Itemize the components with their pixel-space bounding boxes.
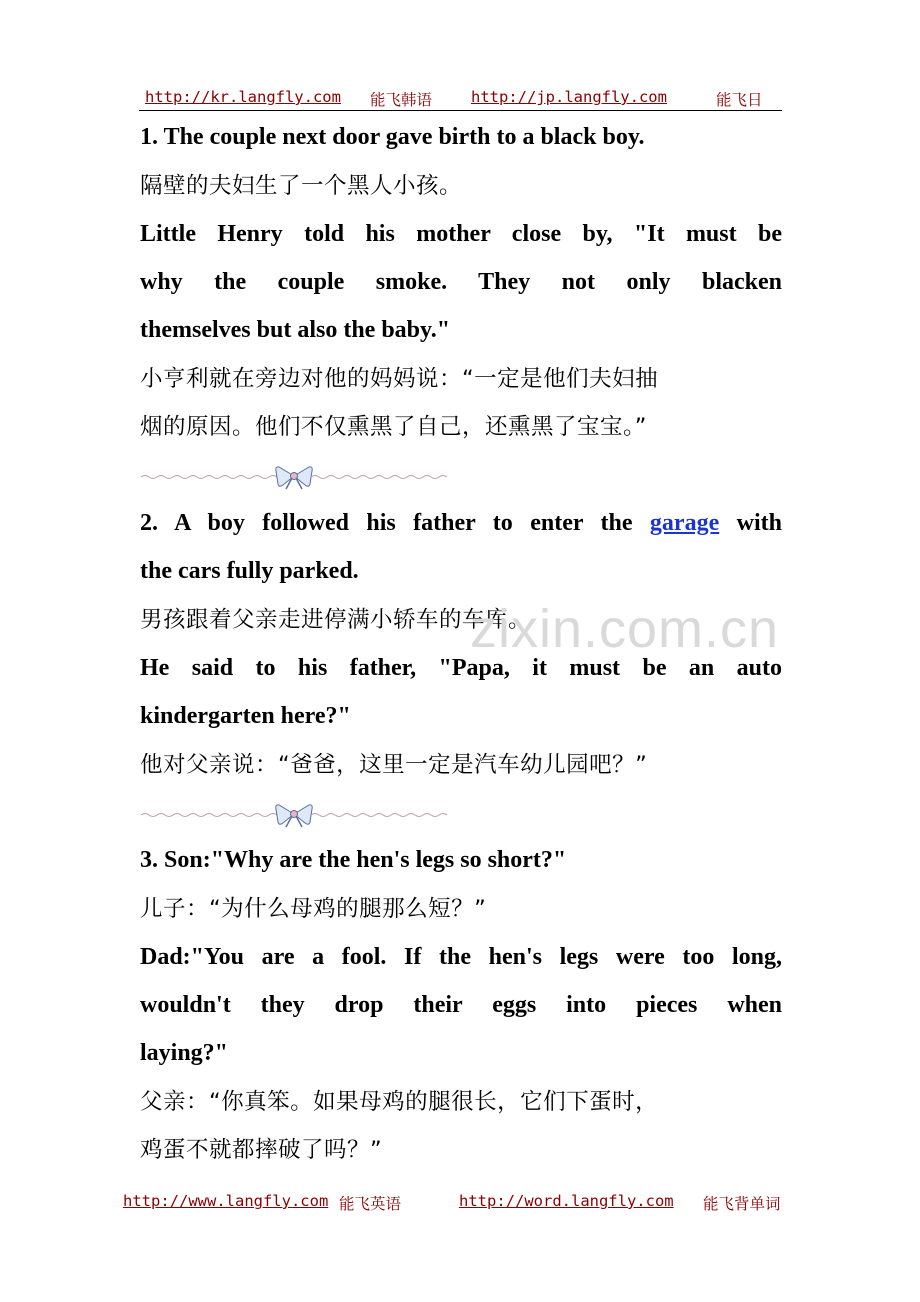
joke2-english-line1	[140, 508, 782, 538]
joke2-english-line1-end: with	[719, 510, 782, 536]
joke3-chinese-line1: 儿子：“为什么母鸡的腿那么短？”	[140, 896, 487, 922]
footer-label-english: 能飞英语	[339, 1195, 402, 1213]
joke1-english-line4: themselves but also the baby."	[140, 317, 451, 343]
joke1-chinese-line3: 烟的原因。他们不仅熏黑了自己，还熏黑了宝宝。”	[140, 414, 647, 440]
joke2-english-line1-text: 2. A boy followed his father to enter the	[140, 510, 650, 536]
dotted-line-left	[141, 476, 277, 479]
garage-link[interactable]: garage	[649, 510, 720, 536]
bow-ribbon-divider	[139, 462, 449, 490]
joke3-english-line3: wouldn't they drop their eggs into pieces when	[140, 992, 782, 1018]
joke3-chinese-line3: 鸡蛋不就都摔破了吗？”	[140, 1137, 383, 1163]
header-link-jp[interactable]: http://jp.langfly.com	[471, 88, 667, 106]
bow-ribbon-icon	[276, 467, 312, 489]
footer-link-word[interactable]: http://word.langfly.com	[459, 1192, 674, 1210]
page-header	[139, 88, 782, 111]
joke1-chinese-line1: 隔壁的夫妇生了一个黑人小孩。	[140, 173, 463, 199]
watermark: zixin.com.cn	[470, 599, 780, 659]
dotted-line-left	[141, 814, 277, 817]
header-label-jp: 能飞日	[716, 91, 763, 109]
joke3-chinese-line2: 父亲：“你真笨。如果母鸡的腿很长，它们下蛋时，	[140, 1089, 659, 1115]
joke1-english-line2: Little Henry told his mother close by, "It must be	[140, 221, 782, 247]
joke1-english-line1: 1. The couple next door gave birth to a black boy.	[140, 124, 645, 150]
header-link-kr[interactable]: http://kr.langfly.com	[145, 88, 341, 106]
dotted-line-right	[311, 476, 447, 479]
page-footer	[123, 1192, 823, 1216]
bow-ribbon-divider	[139, 800, 449, 828]
footer-label-words: 能飞背单词	[703, 1195, 781, 1213]
joke3-english-line4: laying?"	[140, 1040, 229, 1066]
dotted-line-right	[311, 814, 447, 817]
joke2-english-line4: kindergarten here?"	[140, 703, 351, 729]
joke2-chinese-line2: 他对父亲说：“爸爸，这里一定是汽车幼儿园吧？”	[140, 752, 648, 778]
header-label-kr: 能飞韩语	[370, 91, 433, 109]
footer-link-www[interactable]: http://www.langfly.com	[123, 1192, 329, 1210]
joke2-chinese-line1: 男孩跟着父亲走进停满小轿车的车库。	[140, 607, 532, 633]
joke2-english-line3: He said to his father, "Papa, it must be an auto	[140, 655, 782, 681]
bow-ribbon-icon	[276, 805, 312, 827]
joke3-english-line1: 3. Son:"Why are the hen's legs so short?"	[140, 847, 567, 873]
joke1-chinese-line2: 小亨利就在旁边对他的妈妈说：“一定是他们夫妇抽	[140, 366, 659, 392]
joke2-english-line2: the cars fully parked.	[140, 558, 359, 584]
joke1-english-line3: why the couple smoke. They not only blacken	[140, 269, 782, 295]
joke3-english-line2: Dad:"You are a fool. If the hen's legs were too long,	[140, 944, 782, 970]
